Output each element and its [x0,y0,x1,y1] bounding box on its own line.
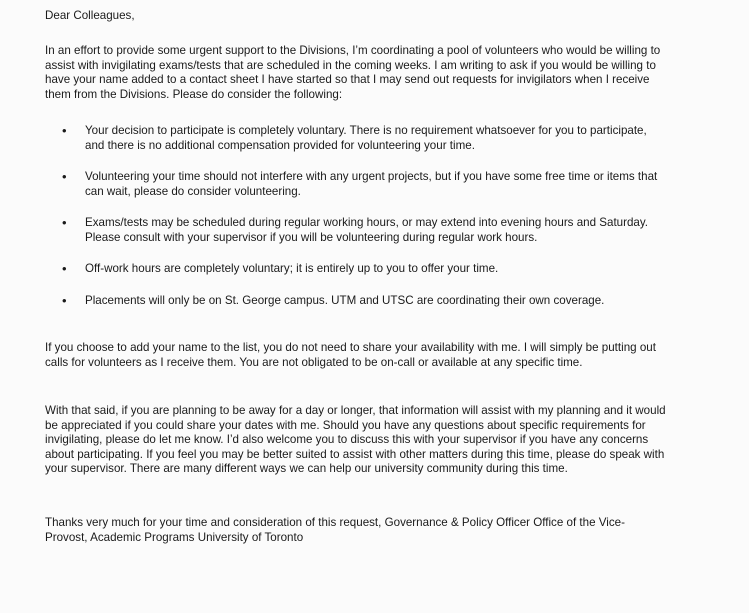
list-item-text: Placements will only be on St. George campus. UTM and UTSC are coordinating their own coverage. [85,293,605,307]
greeting: Dear Colleagues, [45,9,135,22]
list-item-text: Your decision to participate is completely voluntary. There is no requirement whatsoever for you to participate, and there is no additional compensation provided for volunteering your time. [85,124,647,152]
list-item [45,262,665,277]
list-item [45,170,665,199]
considerations-list [45,124,665,325]
list-item-text: Off-work hours are completely voluntary; it is entirely up to you to offer your time. [85,262,499,275]
list-item-text: Volunteering your time should not interfere with any urgent projects, but if you have some free time or items that can wait, please do consider volunteering. [85,170,658,198]
bullet-icon: • [62,261,67,276]
closing-paragraph: Thanks very much for your time and consideration of this request, Governance & Policy Officer Office of the Vice-Provost, Academic Programs University of Toronto [45,516,625,544]
bullet-icon: • [62,123,67,138]
list-item [45,124,665,153]
availability-paragraph: If you choose to add your name to the list, you do not need to share your availability with me. I will simply be putting out calls for volunteers as I receive them. You are not obligated to be on-call or available at any specific time. [45,341,656,369]
list-item-text: Exams/tests may be scheduled during regular working hours, or may extend into evening hours and Saturday. Please consult with your supervisor if you will be volunteering during regular work hours. [85,216,649,244]
bullet-icon: • [62,292,67,308]
intro-paragraph: In an effort to provide some urgent support to the Divisions, I’m coordinating a pool of volunteers who would be willing to assist with invigilating exams/tests that are scheduled in the coming weeks. I am writing to ask if you would be willing to have your name added to a contact sheet I have started so that I may send out requests for invigilators when I receive them from the Divisions. Please do consider the following: [45,44,661,101]
list-item [45,216,665,245]
planning-paragraph: With that said, if you are planning to be away for a day or longer, that information will assist with my planning and it would be appreciated if you could share your dates with me. Should you have any questions about specific requirements for invigilating, please do let me know. I’d also welcome you to discuss this with your supervisor if you have any concerns about participating. If you feel you may be better suited to assist with other matters during this time, please do speak with your supervisor. There are many different ways we can help our university community during this time. [45,404,666,475]
bullet-icon: • [62,215,67,230]
list-item [45,294,665,309]
bullet-icon: • [62,169,67,184]
